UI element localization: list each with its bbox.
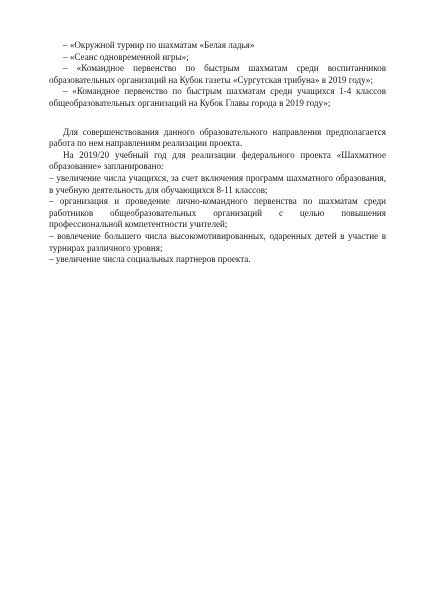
list-item: – организация и проведение лично-командного первенства по шахматам среди работников общеобразовательных организаций с целью повышения профессиональной компетентности учителей; xyxy=(49,196,386,230)
list-item: – «Командное первенство по быстрым шахматам среди воспитанников образовательных организаций на Кубок газеты «Сургутская трибуна» в 2019 году»; xyxy=(49,63,386,85)
list-item: – «Окружной турнир по шахматам «Белая ладья» xyxy=(63,40,255,50)
list-item: – увеличение числа учащихся, за счет включения программ шахматного образования, в учебную деятельность для обучающихся 8-11 классов; xyxy=(49,172,386,195)
intro-paragraph: Для совершенствования данного образовательного направления предполагается работа по нем направлениям реализации проекта. xyxy=(49,126,386,149)
paragraph-gap xyxy=(49,110,386,127)
list-item: – увеличение числа социальных партнеров проекта. xyxy=(49,254,251,265)
list-item: – «Командное первенство по быстрым шахматам среди учащихся 1-4 классов общеобразовательных организаций на Кубок Главы города в 2019 году»; xyxy=(49,86,386,108)
list-item: – вовлечение большего числа высокомотивированных, одаренных детей в участие в турнирах различного уровня; xyxy=(49,230,386,253)
lead-paragraph: На 2019/20 учебный год для реализации федерального проекта «Шахматное образование» запланировано: xyxy=(49,149,386,172)
list-item: – «Сеанс одновременной игры»; xyxy=(63,51,189,62)
